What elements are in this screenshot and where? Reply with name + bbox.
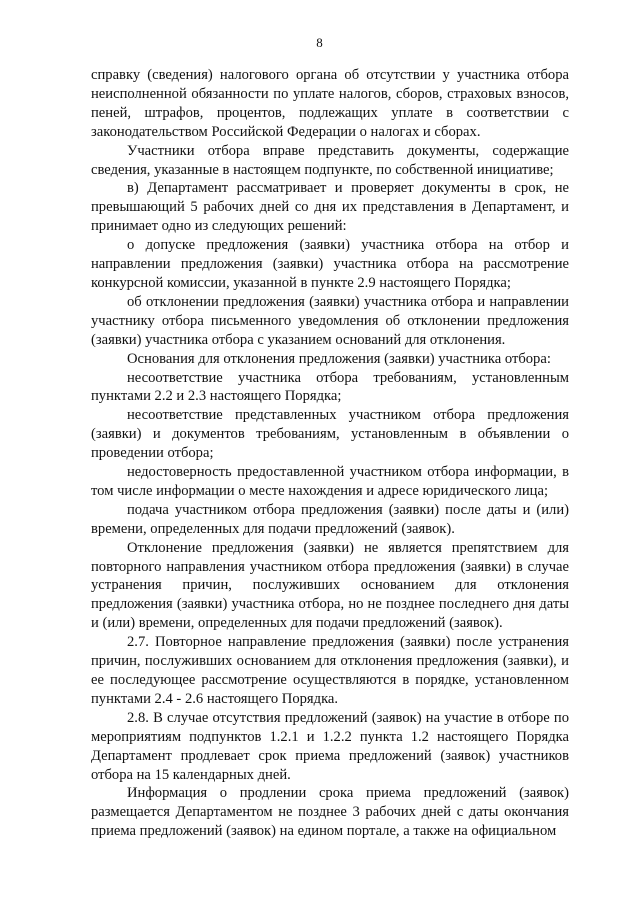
page-number: 8 (316, 35, 323, 50)
paragraph-section-2-7: 2.7. Повторное направление предложения (заявки) после устранения причин, послуживших основанием для отклонения предложения (заявки), и ее последующее рассмотрение осуществляются в порядке, установленном пунктами 2.4 - 2.6 настоящего Порядка. (91, 634, 569, 707)
paragraph-decision-reject: об отклонении предложения (заявки) участника отбора и направлении участнику отбора письменного уведомления об отклонении предложения (заявки) участника отбора с указанием оснований для отклонения. (91, 293, 569, 348)
paragraph-participants-right: Участники отбора вправе представить документы, содержащие сведения, указанные в настоящем подпункте, по собственной инициативе; (91, 142, 569, 178)
paragraph-extension-info: Информация о продлении срока приема предложений (заявок) размещается Департаментом не позднее 3 рабочих дней с даты окончания приема предложений (заявок) на едином портале, а также на официальном (91, 785, 569, 840)
paragraph-ground-documents: несоответствие представленных участником отбора предложения (заявки) и документов требованиям, установленным в объявлении о проведении отбора; (91, 407, 569, 462)
paragraph-continuation: справку (сведения) налогового органа об отсутствии у участника отбора неисполненной обязанности по уплате налогов, сборов, страховых взносов, пеней, штрафов, процентов, подлежащих уплате в соответствии с законодательством Российской Федерации о налогах и сборах. (91, 67, 569, 140)
paragraph-decision-admit: о допуске предложения (заявки) участника отбора на отбор и направлении предложения (заявки) участника отбора на рассмотрение конкурсной комиссии, указанной в пункте 2.9 настоящего Порядка; (91, 237, 569, 291)
paragraph-ground-requirements: несоответствие участника отбора требованиям, установленным пунктами 2.2 и 2.3 настоящего Порядка; (91, 369, 569, 405)
paragraph-resubmission-allowed: Отклонение предложения (заявки) не является препятствием для повторного направления участником отбора предложения (заявки) в случае устранения причин, послуживших основанием для отклонения предложения (заявки) участника отбора, но не позднее последнего дня даты и (или) времени, определенных для подачи предложений (заявок). (91, 539, 569, 632)
document-body (91, 66, 569, 841)
paragraph-subpoint-v: в) Департамент рассматривает и проверяет документы в срок, не превышающий 5 рабочих дней со дня их представления в Департамент, и принимает одно из следующих решений: (91, 180, 569, 235)
paragraph-ground-late-submission: подача участником отбора предложения (заявки) после даты и (или) времени, определенных для подачи предложений (заявок). (91, 501, 569, 537)
paragraph-rejection-grounds: Основания для отклонения предложения (заявки) участника отбора: (127, 350, 551, 367)
paragraph-section-2-8: 2.8. В случае отсутствия предложений (заявок) на участие в отборе по мероприятиям подпунктов 1.2.1 и 1.2.2 пункта 1.2 настоящего Порядка Департамент продлевает срок приема предложений (заявок) участников отбора на 15 календарных дней. (91, 709, 569, 783)
paragraph-ground-false-info: недостоверность предоставленной участником отбора информации, в том числе информации о месте нахождения и адресе юридического лица; (91, 464, 569, 499)
